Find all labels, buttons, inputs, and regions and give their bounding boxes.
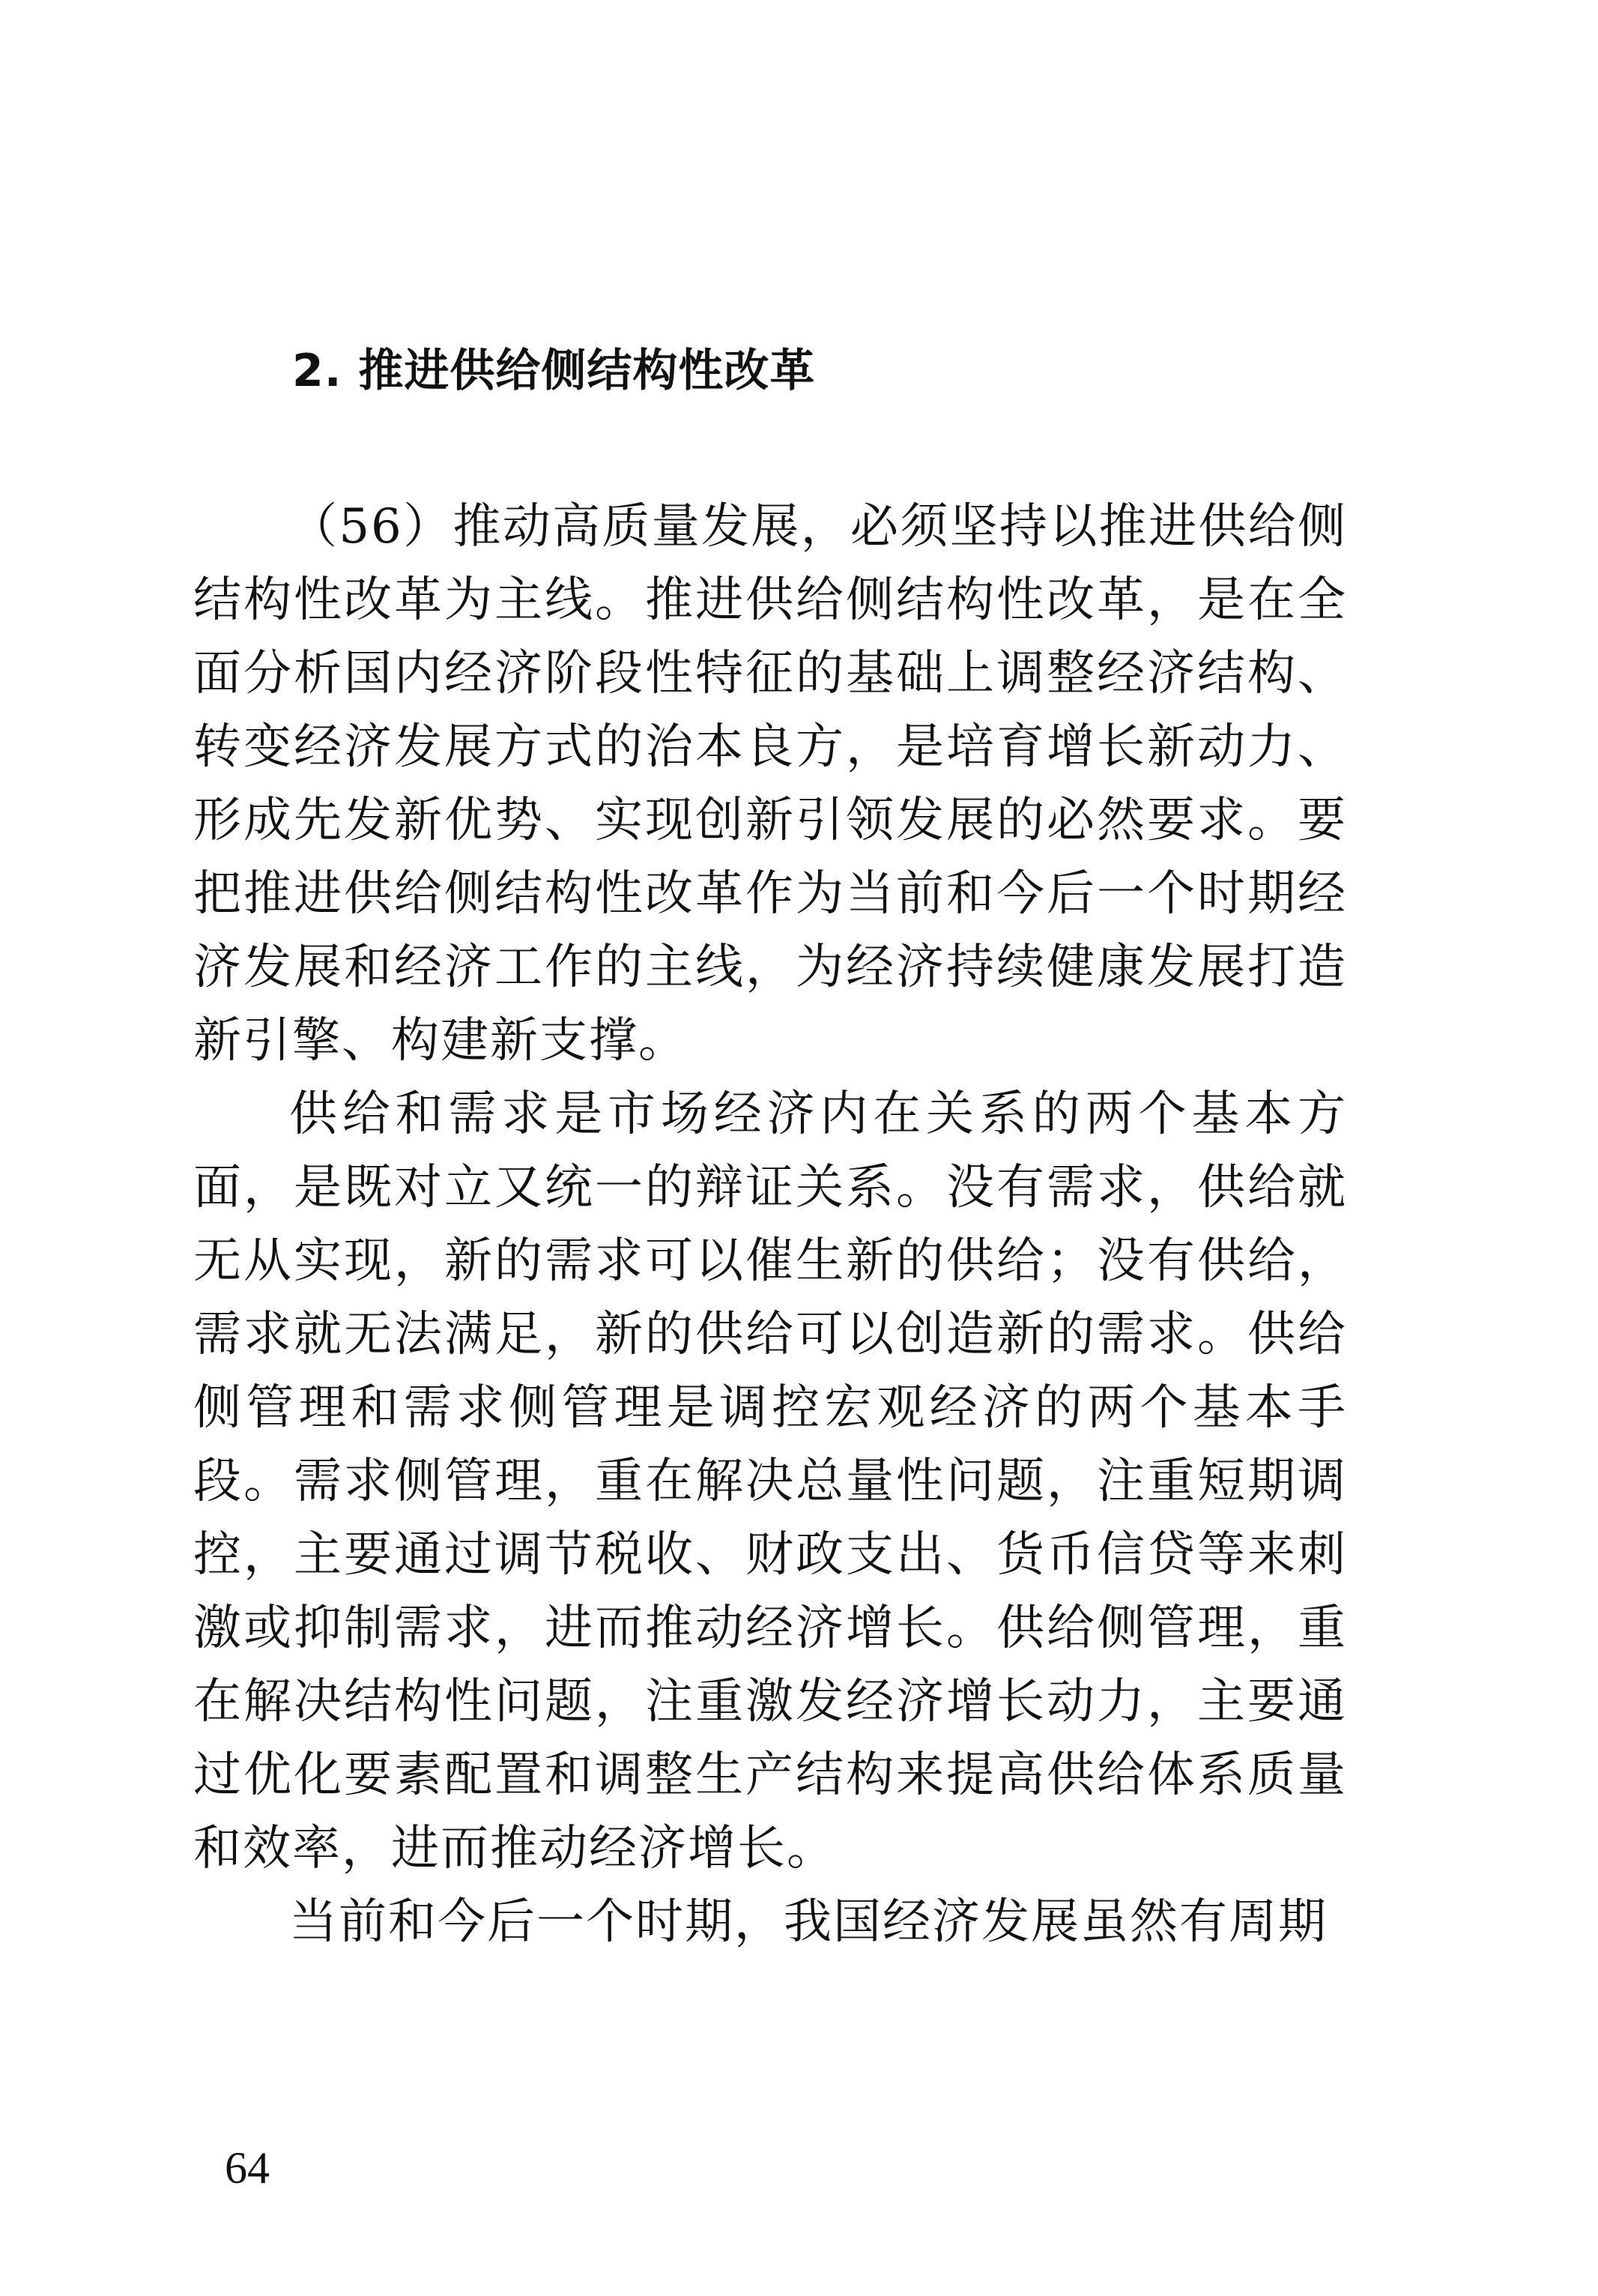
paragraph-56: （56）推动高质量发展，必须坚持以推进供给侧结构性改革为主线。推进供给侧结构性改革，是在全面分析国内经济阶段性特征的基础上调整经济结构、转变经济发展方式的治本良方，是培育增长新动力、形成先发新优势、实现创新引领发展的必然要求。要把推进供给侧结构性改革作为当前和今后一个时期经济发展和经济工作的主线，为经济持续健康发展打造新引擎、构建新支撑。 [193, 499, 1347, 1069]
body-text [193, 490, 1347, 1959]
paragraph-supply-demand: 供给和需求是市场经济内在关系的两个基本方面，是既对立又统一的辩证关系。没有需求，供给就无从实现，新的需求可以催生新的供给；没有供给，需求就无法满足，新的供给可以创造新的需求。供给侧管理和需求侧管理是调控宏观经济的两个基本手段。需求侧管理，重在解决总量性问题，注重短期调控，主要通过调节税收、财政支出、货币信贷等来刺激或抑制需求，进而推动经济增长。供给侧管理，重在解决结构性问题，注重激发经济增长动力，主要通过优化要素配置和调整生产结构来提高供给体系质量和效率，进而推动经济增长。 [193, 1087, 1347, 1876]
page-number: 64 [225, 2143, 270, 2193]
section-heading: 2. 推进供给侧结构性改革 [292, 345, 816, 397]
paragraph-current-period: 当前和今后一个时期，我国经济发展虽然有周期 [289, 1894, 1328, 1950]
